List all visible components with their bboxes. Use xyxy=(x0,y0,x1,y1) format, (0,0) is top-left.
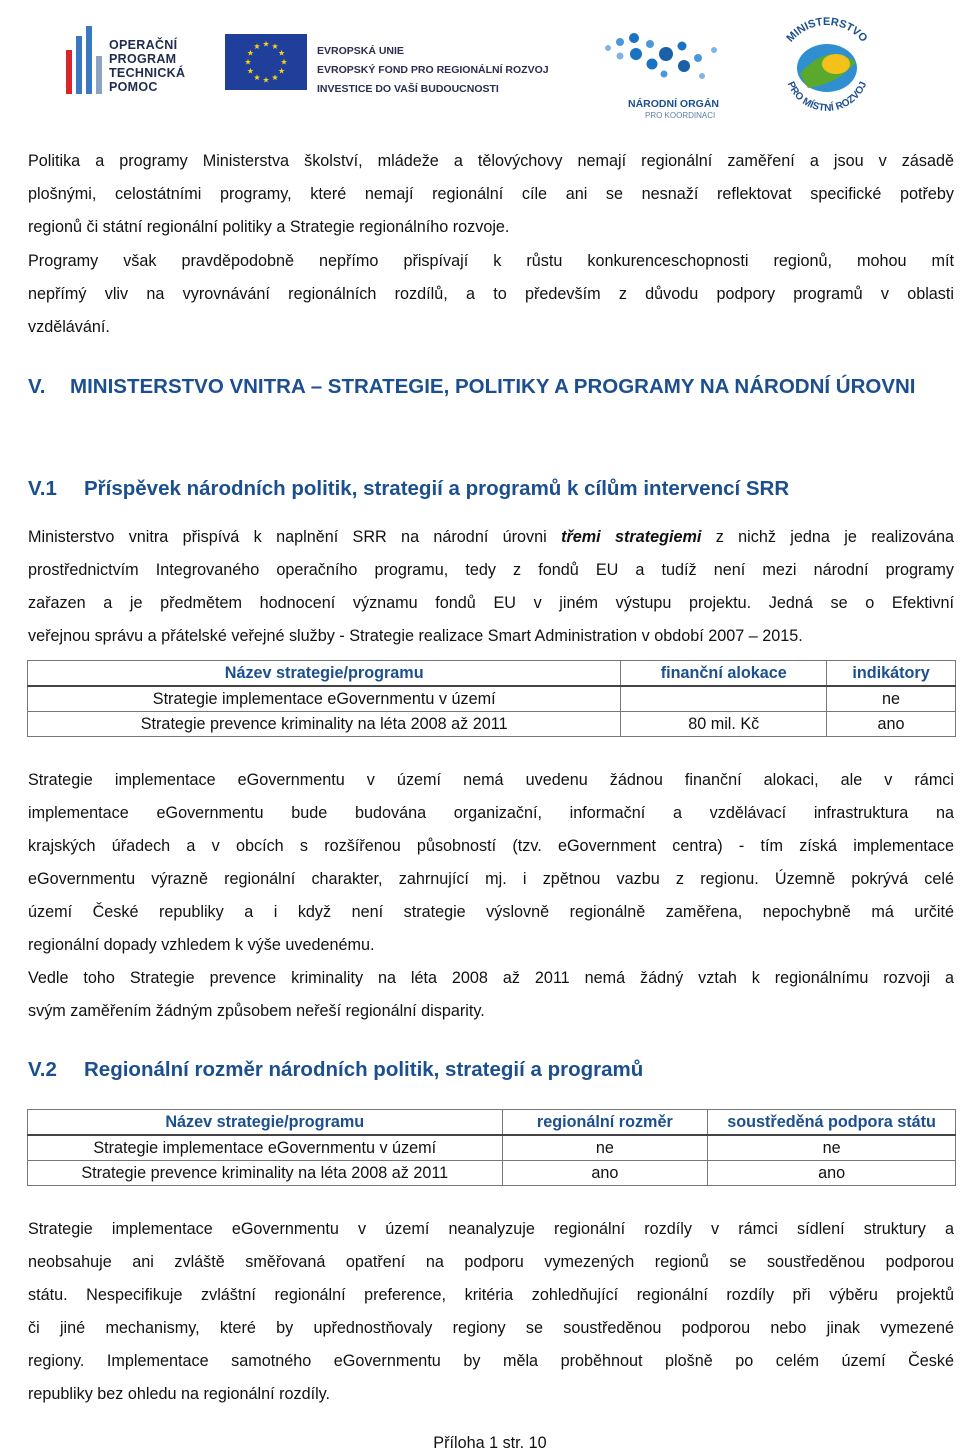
section-title: Příspěvek národních politik, strategií a programů k cílům intervencí SRR xyxy=(84,477,790,500)
text-run: Ministerstvo vnitra přispívá k naplnění SRR na národní úrovni xyxy=(28,528,562,546)
nok-logo xyxy=(598,28,743,120)
table-cell: ne xyxy=(708,1135,956,1161)
page-footer xyxy=(0,1432,960,1454)
text-line: krajských úřadech a v obcích s rozšířenou působností (tzv. eGovernment centra) - tím získá implementace xyxy=(28,837,954,855)
optp-bars-icon xyxy=(64,26,104,96)
table-row xyxy=(28,686,956,712)
nok-dots-icon xyxy=(598,28,728,90)
table-row xyxy=(28,1135,956,1161)
header-logos xyxy=(0,0,960,125)
page-number: Příloha 1 str. 10 xyxy=(433,1434,547,1452)
intro-paragraph-2 xyxy=(28,245,954,344)
chapter-title: MINISTERSTVO VNITRA – STRATEGIE, POLITIKY A PROGRAMY NA NÁRODNÍ ÚROVNI xyxy=(70,375,916,398)
section-number: V.2 xyxy=(28,1058,57,1081)
text-run: z nichž jedna je realizována xyxy=(701,528,954,546)
column-header: indikátory xyxy=(827,661,956,687)
text-line: zařazen a je předmětem hodnocení významu fondů EU v jiném výstupu projektu. Jedná se o Efektivní xyxy=(28,594,954,612)
table-cell: Strategie prevence kriminality na léta 2008 až 2011 xyxy=(28,1161,503,1186)
table-cell: 80 mil. Kč xyxy=(621,712,827,737)
column-header: Název strategie/programu xyxy=(28,1110,503,1136)
text-line: Politika a programy Ministerstva školství, mládeže a tělovýchovy nemají regionální zaměření a jsou v zásadě xyxy=(28,152,954,170)
mmr-top-text: MINISTERSTVO xyxy=(784,15,870,45)
text-line: vzdělávání. xyxy=(28,318,110,336)
text-line: regiony. Implementace samotného eGovernmentu by měla proběhnout plošně po celém území České xyxy=(28,1352,954,1370)
text-line: nepřímý vliv na vyrovnávání regionálních rozdílů, a to především z důvodu podpory programů v oblasti xyxy=(28,285,954,303)
text-line: či jiné mechanismy, které by upřednostňovaly regiony se soustředěnou podporou nebo jinak vymezené xyxy=(28,1319,954,1337)
eu-line-1: EVROPSKÁ UNIE xyxy=(317,45,404,57)
text-line: svým zaměřením žádným způsobem neřeší regionální disparity. xyxy=(28,1002,485,1020)
optp-logo-text: OPERAČNÍ PROGRAM TECHNICKÁ POMOC xyxy=(109,38,186,94)
table-cell: ano xyxy=(502,1161,708,1186)
text-line: Strategie implementace eGovernmentu v území neanalyzuje regionální rozdíly v rámci sídlení struktury a xyxy=(28,1220,954,1238)
text-line: implementace eGovernmentu bude budována organizační, informační a vzdělávací infrastruktura na xyxy=(28,804,954,822)
eu-text xyxy=(317,42,549,99)
eu-flag-icon xyxy=(225,34,307,90)
text-line: neobsahuje ani zvláště směřovaná opatření na podporu vymezených regionů se soustředěnou podporou xyxy=(28,1253,954,1271)
column-header: soustředěná podpora státu xyxy=(708,1110,956,1136)
eu-logo xyxy=(225,30,570,100)
text-line: regionální dopady vzhledem k výše uvedenému. xyxy=(28,936,375,954)
section1-paragraph-3 xyxy=(28,962,954,1028)
mmr-bottom-text: PRO MÍSTNÍ ROZVOJ xyxy=(784,80,870,114)
section1-paragraph-2 xyxy=(28,764,954,962)
table-row xyxy=(28,1161,956,1186)
svg-text:MINISTERSTVO xyxy=(784,16,869,45)
text-line: regionů či státní regionální politiky a Strategie regionálního rozvoje. xyxy=(28,218,510,236)
regional-dimension-table xyxy=(27,1109,956,1186)
table-cell: ano xyxy=(827,712,956,737)
nok-subtitle: PRO KOORDINACI xyxy=(645,111,716,120)
table-cell: ne xyxy=(827,686,956,712)
eu-line-3: INVESTICE DO VAŠÍ BUDOUCNOSTI xyxy=(317,83,499,95)
text-line: plošnými, celostátními programy, které nemají regionální cíle ani se nesnaží reflektovat specifické potřeby xyxy=(28,185,954,203)
text-line: republiky bez ohledu na regionální rozdíly. xyxy=(28,1385,331,1403)
chapter-number: V. xyxy=(28,375,46,398)
emphasis-text: třemi strategiemi xyxy=(561,528,702,546)
mmr-emblem-icon xyxy=(768,12,886,116)
table-row xyxy=(28,712,956,737)
chapter-heading xyxy=(28,367,954,447)
column-header: Název strategie/programu xyxy=(28,661,621,687)
intro-paragraph-1 xyxy=(28,145,954,244)
table-cell: ano xyxy=(708,1161,956,1186)
nok-title: NÁRODNÍ ORGÁN xyxy=(628,98,719,110)
text-line: prostřednictvím Integrovaného operačního programu, tedy z fondů EU a tudíž není mezi národní programy xyxy=(28,561,954,579)
table-cell: Strategie implementace eGovernmentu v území xyxy=(28,1135,503,1161)
mmr-logo xyxy=(768,12,886,116)
eu-line-2: EVROPSKÝ FOND PRO REGIONÁLNÍ ROZVOJ xyxy=(317,64,549,76)
text-line: Strategie implementace eGovernmentu v území nemá uvedenu žádnou finanční alokaci, ale v rámci xyxy=(28,771,954,789)
table-header-row xyxy=(28,1110,956,1136)
table-cell: Strategie prevence kriminality na léta 2008 až 2011 xyxy=(28,712,621,737)
column-header: finanční alokace xyxy=(621,661,827,687)
allocation-table xyxy=(27,660,956,737)
table-header-row xyxy=(28,661,956,687)
section-number: V.1 xyxy=(28,477,57,500)
text-line: Programy však pravděpodobně nepřímo přispívají k růstu konkurenceschopnosti regionů, mohou mít xyxy=(28,252,954,270)
table-cell: Strategie implementace eGovernmentu v území xyxy=(28,686,621,712)
text-line: eGovernmentu výrazně regionální charakter, zahrnující mj. i zpětnou vazbu z regionu. Územně pokrývá celé xyxy=(28,870,954,888)
text-line: území České republiky a i když není strategie výslovně regionálně zaměřena, nepochybně má určité xyxy=(28,903,954,921)
section-title: Regionální rozměr národních politik, strategií a programů xyxy=(84,1058,644,1081)
table-cell xyxy=(621,686,827,712)
optp-logo xyxy=(64,20,199,100)
text-line: veřejnou správu a přátelské veřejné služby - Strategie realizace Smart Administration v období 2007 – 2015. xyxy=(28,627,803,645)
text-line xyxy=(28,521,954,554)
text-line: státu. Nespecifikuje zvláštní regionální preference, kritéria zohledňující regionální rozdíly při výběru projektů xyxy=(28,1286,954,1304)
table-cell: ne xyxy=(502,1135,708,1161)
section1-paragraph-1 xyxy=(28,521,954,653)
column-header: regionální rozměr xyxy=(502,1110,708,1136)
text-line: Vedle toho Strategie prevence kriminality na léta 2008 až 2011 nemá žádný vztah k regionálnímu rozvoji a xyxy=(28,969,954,987)
section2-paragraph-1 xyxy=(28,1213,954,1411)
